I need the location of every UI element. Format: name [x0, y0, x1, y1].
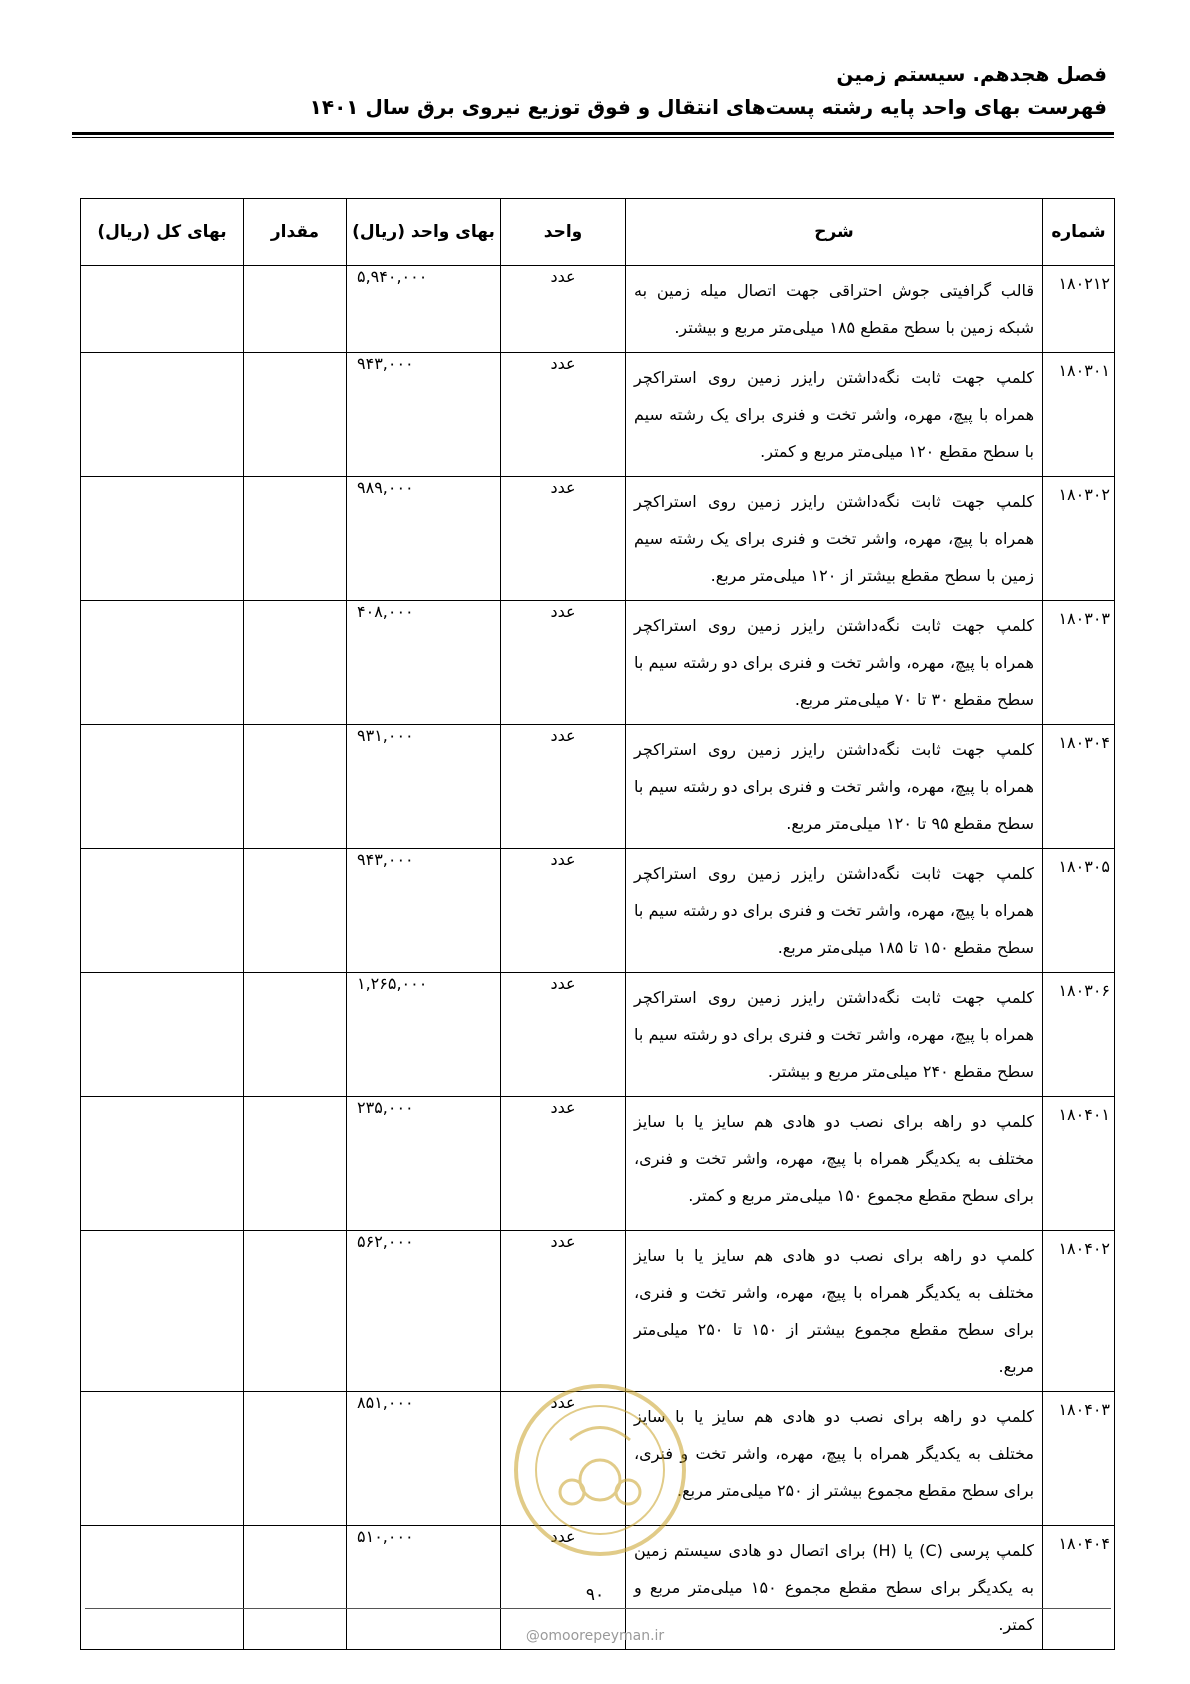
- header-description: شرح: [626, 199, 1043, 266]
- item-unit: عدد: [501, 849, 626, 973]
- item-quantity: [244, 353, 347, 477]
- item-unit: عدد: [501, 1526, 626, 1650]
- item-unit: عدد: [501, 1231, 626, 1392]
- item-unit: عدد: [501, 353, 626, 477]
- item-code: ۱۸۰۴۰۳: [1043, 1392, 1115, 1526]
- item-unit-price: ۴۰۸,۰۰۰: [347, 601, 501, 725]
- page-header: [310, 60, 1107, 122]
- item-unit: عدد: [501, 725, 626, 849]
- item-total-price: [81, 973, 244, 1097]
- header-total-price: بهای کل (ریال): [81, 199, 244, 266]
- item-quantity: [244, 1097, 347, 1231]
- item-total-price: [81, 601, 244, 725]
- table-row: [81, 1231, 1115, 1392]
- item-code: ۱۸۰۳۰۱: [1043, 353, 1115, 477]
- item-total-price: [81, 849, 244, 973]
- item-description: کلمپ پرسی (C) یا (H) برای اتصال دو هادی سیستم زمین به یکدیگر برای سطح مقطع مجموع ۱۵۰ میلی‌متر مربع و کمتر.: [626, 1526, 1043, 1650]
- item-quantity: [244, 1392, 347, 1526]
- header-divider-thin: [72, 137, 1114, 138]
- item-total-price: [81, 1097, 244, 1231]
- item-unit-price: ۹۴۳,۰۰۰: [347, 849, 501, 973]
- seal-watermark-icon: [510, 1380, 690, 1560]
- item-unit: عدد: [501, 266, 626, 353]
- item-description: کلمپ جهت ثابت نگه‌داشتن رایزر زمین روی استراکچر همراه با پیچ، مهره، واشر تخت و فنری برای یک رشته سیم با سطح مقطع ۱۲۰ میلی‌متر مربع و کمتر.: [626, 353, 1043, 477]
- table-row: [81, 849, 1115, 973]
- table-row: [81, 725, 1115, 849]
- item-code: ۱۸۰۳۰۶: [1043, 973, 1115, 1097]
- item-quantity: [244, 1231, 347, 1392]
- item-description: کلمپ دو راهه برای نصب دو هادی هم سایز یا با سایز مختلف به یکدیگر همراه با پیچ، مهره، واشر تخت و فنری، برای سطح مقطع مجموع بیشتر از ۲۵۰ میلی‌متر مربع.: [626, 1392, 1043, 1526]
- item-total-price: [81, 725, 244, 849]
- item-quantity: [244, 266, 347, 353]
- chapter-title: فصل هجدهم. سیستم زمین: [836, 62, 1107, 86]
- item-quantity: [244, 601, 347, 725]
- item-unit: عدد: [501, 601, 626, 725]
- item-unit-price: ۹۸۹,۰۰۰: [347, 477, 501, 601]
- header-code: شماره: [1043, 199, 1115, 266]
- item-unit-price: ۲۳۵,۰۰۰: [347, 1097, 501, 1231]
- item-quantity: [244, 477, 347, 601]
- header-divider-thick: [72, 132, 1114, 135]
- table-row: [81, 601, 1115, 725]
- item-unit: عدد: [501, 973, 626, 1097]
- item-unit: عدد: [501, 1097, 626, 1231]
- item-code: ۱۸۰۴۰۲: [1043, 1231, 1115, 1392]
- item-description: کلمپ دو راهه برای نصب دو هادی هم سایز یا با سایز مختلف به یکدیگر همراه با پیچ، مهره، واشر تخت و فنری، برای سطح مقطع مجموع ۱۵۰ میلی‌متر مربع و کمتر.: [626, 1097, 1043, 1231]
- item-code: ۱۸۰۳۰۲: [1043, 477, 1115, 601]
- item-quantity: [244, 849, 347, 973]
- header-unit-price: بهای واحد (ریال): [347, 199, 501, 266]
- item-total-price: [81, 266, 244, 353]
- item-code: ۱۸۰۳۰۴: [1043, 725, 1115, 849]
- header-unit: واحد: [501, 199, 626, 266]
- item-description: قالب گرافیتی جوش احتراقی جهت اتصال میله زمین به شبکه زمین با سطح مقطع ۱۸۵ میلی‌متر مربع و بیشتر.: [626, 266, 1043, 353]
- item-description: کلمپ جهت ثابت نگه‌داشتن رایزر زمین روی استراکچر همراه با پیچ، مهره، واشر تخت و فنری برای دو رشته سیم با سطح مقطع ۱۵۰ تا ۱۸۵ میلی‌متر مربع.: [626, 849, 1043, 973]
- table-header-row: [81, 199, 1115, 266]
- table-row: [81, 973, 1115, 1097]
- item-code: ۱۸۰۳۰۳: [1043, 601, 1115, 725]
- item-description: کلمپ جهت ثابت نگه‌داشتن رایزر زمین روی استراکچر همراه با پیچ، مهره، واشر تخت و فنری برای یک رشته سیم زمین با سطح مقطع بیشتر از ۱۲۰ میلی‌متر مربع.: [626, 477, 1043, 601]
- item-description: کلمپ جهت ثابت نگه‌داشتن رایزر زمین روی استراکچر همراه با پیچ، مهره، واشر تخت و فنری برای دو رشته سیم با سطح مقطع ۹۵ تا ۱۲۰ میلی‌متر مربع.: [626, 725, 1043, 849]
- item-unit: عدد: [501, 1392, 626, 1526]
- item-total-price: [81, 477, 244, 601]
- table-row: [81, 1097, 1115, 1231]
- item-code: ۱۸۰۴۰۴: [1043, 1526, 1115, 1650]
- item-total-price: [81, 353, 244, 477]
- item-total-price: [81, 1392, 244, 1526]
- table-row: [81, 477, 1115, 601]
- table-row: [81, 353, 1115, 477]
- item-unit-price: ۱,۲۶۵,۰۰۰: [347, 973, 501, 1097]
- item-quantity: [244, 725, 347, 849]
- table-row: [81, 266, 1115, 353]
- item-total-price: [81, 1231, 244, 1392]
- item-unit-price: ۵۱۰,۰۰۰: [347, 1526, 501, 1650]
- item-unit-price: ۵,۹۴۰,۰۰۰: [347, 266, 501, 353]
- item-code: ۱۸۰۴۰۱: [1043, 1097, 1115, 1231]
- header-quantity: مقدار: [244, 199, 347, 266]
- item-unit-price: ۹۳۱,۰۰۰: [347, 725, 501, 849]
- item-unit-price: ۸۵۱,۰۰۰: [347, 1392, 501, 1526]
- website-watermark: @omoorepeyman.ir: [525, 1628, 665, 1644]
- item-quantity: [244, 973, 347, 1097]
- item-description: کلمپ جهت ثابت نگه‌داشتن رایزر زمین روی استراکچر همراه با پیچ، مهره، واشر تخت و فنری برای دو رشته سیم با سطح مقطع ۲۴۰ میلی‌متر مربع و بیشتر.: [626, 973, 1043, 1097]
- item-code: ۱۸۰۳۰۵: [1043, 849, 1115, 973]
- item-description: کلمپ دو راهه برای نصب دو هادی هم سایز یا با سایز مختلف به یکدیگر همراه با پیچ، مهره، واشر تخت و فنری، برای سطح مقطع مجموع بیشتر از ۱۵۰ تا ۲۵۰ میلی‌متر مربع.: [626, 1231, 1043, 1392]
- page-number: ۹۰: [585, 1585, 605, 1605]
- item-unit: عدد: [501, 477, 626, 601]
- item-unit-price: ۵۶۲,۰۰۰: [347, 1231, 501, 1392]
- footer-divider: [85, 1608, 1111, 1609]
- item-code: ۱۸۰۲۱۲: [1043, 266, 1115, 353]
- item-description: کلمپ جهت ثابت نگه‌داشتن رایزر زمین روی استراکچر همراه با پیچ، مهره، واشر تخت و فنری برای دو رشته سیم با سطح مقطع ۳۰ تا ۷۰ میلی‌متر مربع.: [626, 601, 1043, 725]
- document-subtitle: فهرست بهای واحد پایه رشته پست‌های انتقال و فوق توزیع نیروی برق سال ۱۴۰۱: [309, 95, 1107, 119]
- item-unit-price: ۹۴۳,۰۰۰: [347, 353, 501, 477]
